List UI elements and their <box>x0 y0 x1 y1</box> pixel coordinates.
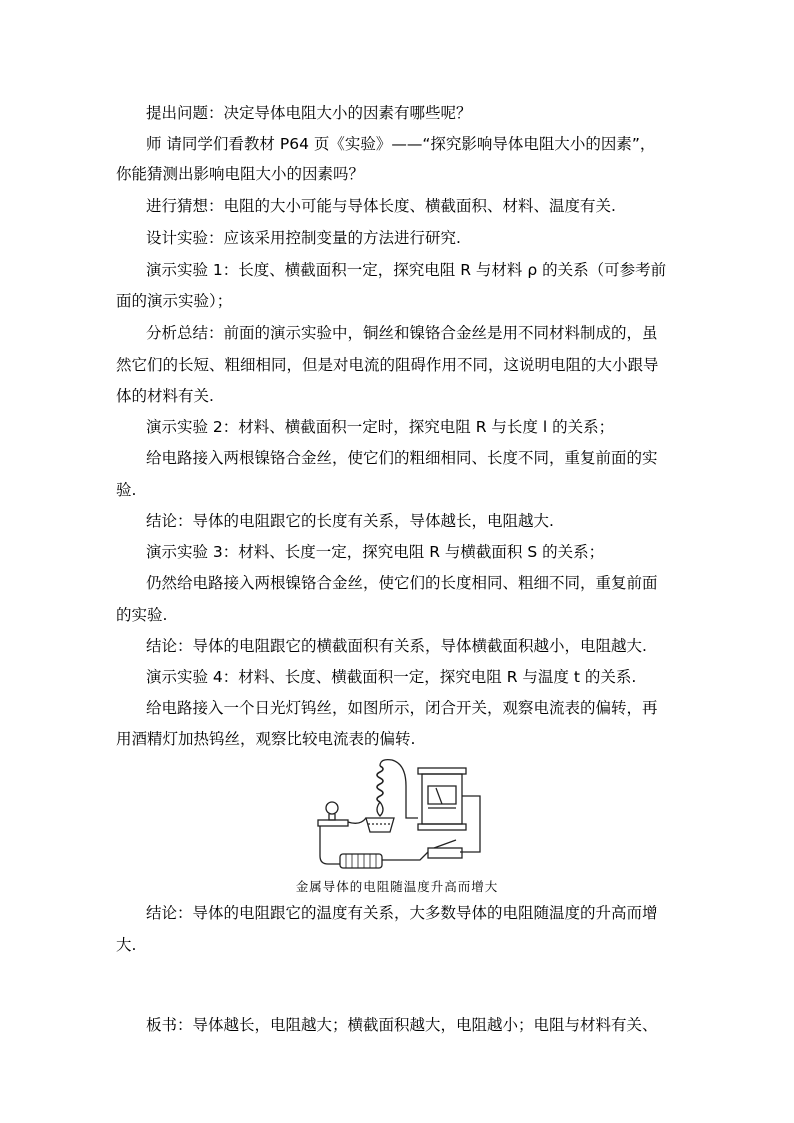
conclusion-length: 结论：导体的电阻跟它的长度有关系，导体越长，电阻越大. <box>146 512 554 530</box>
guess-line: 进行猜想：电阻的大小可能与导体长度、横截面积、材料、温度有关. <box>146 197 616 215</box>
experiment-3-detail-1: 仍然给电路接入两根镍铬合金丝，使它们的长度相同、粗细不同，重复前面 <box>146 574 658 592</box>
figure-caption: 金属导体的电阻随温度升高而增大 <box>295 879 499 894</box>
analysis-line-2: 然它们的长短、粗细相同，但是对电流的阻碍作用不同，这说明电阻的大小跟导 <box>116 356 659 374</box>
analysis-line-3: 体的材料有关. <box>116 387 214 405</box>
teacher-line-1: 师 请同学们看教材 P64 页《实验》——“探究影响导体电阻大小的因素”， <box>146 135 656 153</box>
analysis-line-1: 分析总结：前面的演示实验中，铜丝和镍铬合金丝是用不同材料制成的，虽 <box>146 324 658 342</box>
experiment-2-detail-2: 验. <box>116 481 137 499</box>
experiment-2-line: 演示实验 2：材料、横截面积一定时，探究电阻 R 与长度 l 的关系； <box>146 418 615 436</box>
experiment-1-line-2: 面的演示实验）； <box>116 292 233 310</box>
conclusion-temperature-2: 大. <box>116 936 137 954</box>
experiment-4-line: 演示实验 4：材料、长度、横截面积一定，探究电阻 R 与温度 t 的关系. <box>146 668 637 686</box>
experiment-4-detail-1: 给电路接入一个日光灯钨丝，如图所示，闭合开关，观察电流表的偏转，再 <box>146 699 658 717</box>
experiment-3-line: 演示实验 3：材料、长度一定，探究电阻 R 与横截面积 S 的关系； <box>146 543 605 561</box>
conclusion-temperature-1: 结论：导体的电阻跟它的温度有关系，大多数导体的电阻随温度的升高而增 <box>146 904 658 922</box>
board-summary-line: 板书：导体越长，电阻越大；横截面积越大，电阻越小；电阻与材料有关、 <box>146 1016 658 1034</box>
experiment-3-detail-2: 的实验. <box>116 606 168 624</box>
circuit-figure <box>310 756 490 874</box>
question-line: 提出问题：决定导体电阻大小的因素有哪些呢？ <box>146 104 472 122</box>
experiment-2-detail-1: 给电路接入两根镍铬合金丝，使它们的粗细相同、长度不同，重复前面的实 <box>146 449 658 467</box>
experiment-4-detail-2: 用酒精灯加热钨丝，观察比较电流表的偏转. <box>116 730 416 748</box>
teacher-line-2: 你能猜测出影响电阻大小的因素吗？ <box>116 165 365 183</box>
experiment-1-line-1: 演示实验 1：长度、横截面积一定，探究电阻 R 与材料 ρ 的关系（可参考前 <box>146 261 667 279</box>
design-line: 设计实验：应该采用控制变量的方法进行研究. <box>146 229 461 247</box>
conclusion-area: 结论：导体的电阻跟它的横截面积有关系，导体横截面积越小，电阻越大. <box>146 637 647 655</box>
